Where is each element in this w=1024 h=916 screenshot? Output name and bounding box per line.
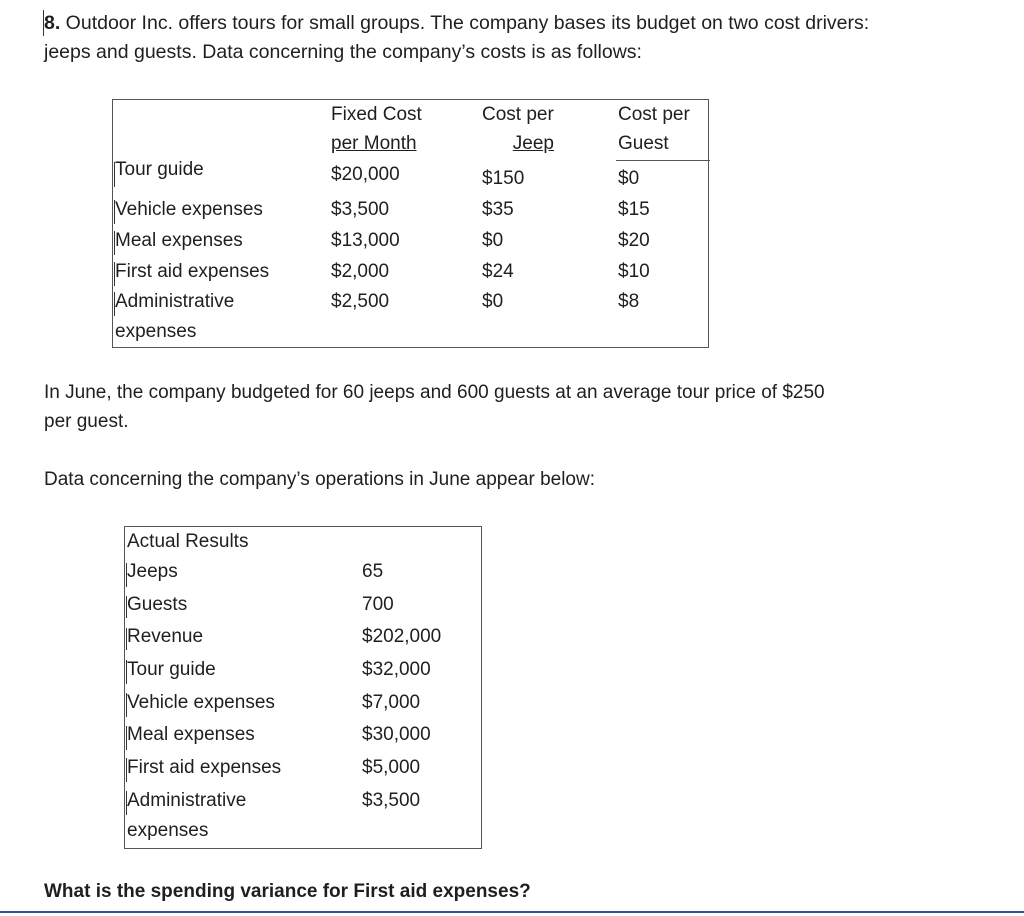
actual-row-label-cont: expenses: [127, 820, 209, 841]
bottom-rule: [0, 911, 1024, 913]
intro-line-2: jeeps and guests. Data concerning the company’s costs is as follows:: [44, 41, 642, 63]
cost-jeep: $0: [482, 291, 504, 312]
actual-row-label: Revenue: [127, 626, 204, 647]
cost-guest: $8: [618, 291, 640, 312]
intro-line-1: [44, 12, 869, 35]
actual-row-label: Vehicle expenses: [127, 692, 275, 713]
actual-value: $30,000: [362, 724, 431, 745]
problem-number: 8.: [44, 12, 61, 34]
actual-value: 65: [362, 561, 384, 582]
actual-value: $5,000: [362, 757, 421, 778]
budget-line-1: In June, the company budgeted for 60 jeeps and 600 guests at an average tour price of $250: [44, 382, 825, 403]
cost-jeep: $24: [482, 261, 514, 282]
actual-row-label: Jeeps: [127, 561, 178, 582]
cost-fixed: $2,000: [331, 261, 390, 282]
question-text: What is the spending variance for First aid expenses?: [44, 881, 531, 902]
header-guest-line1: Cost per: [618, 104, 690, 125]
cost-fixed: $3,500: [331, 199, 390, 220]
actual-value: $32,000: [362, 659, 431, 680]
operations-text: Data concerning the company’s operations in June appear below:: [44, 469, 595, 490]
cost-guest: $0: [618, 168, 640, 189]
guest-header-rule: [616, 160, 710, 161]
actual-row-label: First aid expenses: [127, 757, 282, 778]
header-fixed-line2: per Month: [331, 133, 417, 154]
header-jeep-line1: Cost per: [482, 104, 554, 125]
cost-fixed: $20,000: [331, 164, 400, 185]
cost-fixed: $13,000: [331, 230, 400, 251]
actual-value: $7,000: [362, 692, 421, 713]
cost-row-label: Vehicle expenses: [115, 199, 263, 220]
cost-jeep: $0: [482, 230, 504, 251]
actual-row-label: Tour guide: [127, 659, 216, 680]
cost-fixed: $2,500: [331, 291, 390, 312]
cost-row-label: Tour guide: [115, 159, 204, 180]
cost-row-label: First aid expenses: [115, 261, 270, 282]
cost-row-label: Administrative: [115, 291, 235, 312]
cost-guest: $20: [618, 230, 650, 251]
header-jeep-line2: Jeep: [512, 133, 554, 154]
cost-row-label-cont: expenses: [115, 321, 197, 342]
budget-line-2: per guest.: [44, 411, 129, 432]
actual-results-title: Actual Results: [127, 531, 249, 552]
actual-value: $3,500: [362, 790, 421, 811]
header-guest-line2: Guest: [618, 133, 669, 154]
cost-guest: $10: [618, 261, 650, 282]
cost-row-label: Meal expenses: [115, 230, 243, 251]
header-fixed-line1: Fixed Cost: [331, 104, 422, 125]
intro-text-1: Outdoor Inc. offers tours for small groups. The company bases its budget on two cost drivers:: [60, 12, 870, 34]
cost-jeep: $150: [482, 168, 525, 189]
actual-row-label: Guests: [127, 594, 188, 615]
actual-row-label: Administrative: [127, 790, 247, 811]
actual-value: 700: [362, 594, 394, 615]
actual-value: $202,000: [362, 626, 442, 647]
cost-jeep: $35: [482, 199, 514, 220]
cost-guest: $15: [618, 199, 650, 220]
actual-row-label: Meal expenses: [127, 724, 255, 745]
